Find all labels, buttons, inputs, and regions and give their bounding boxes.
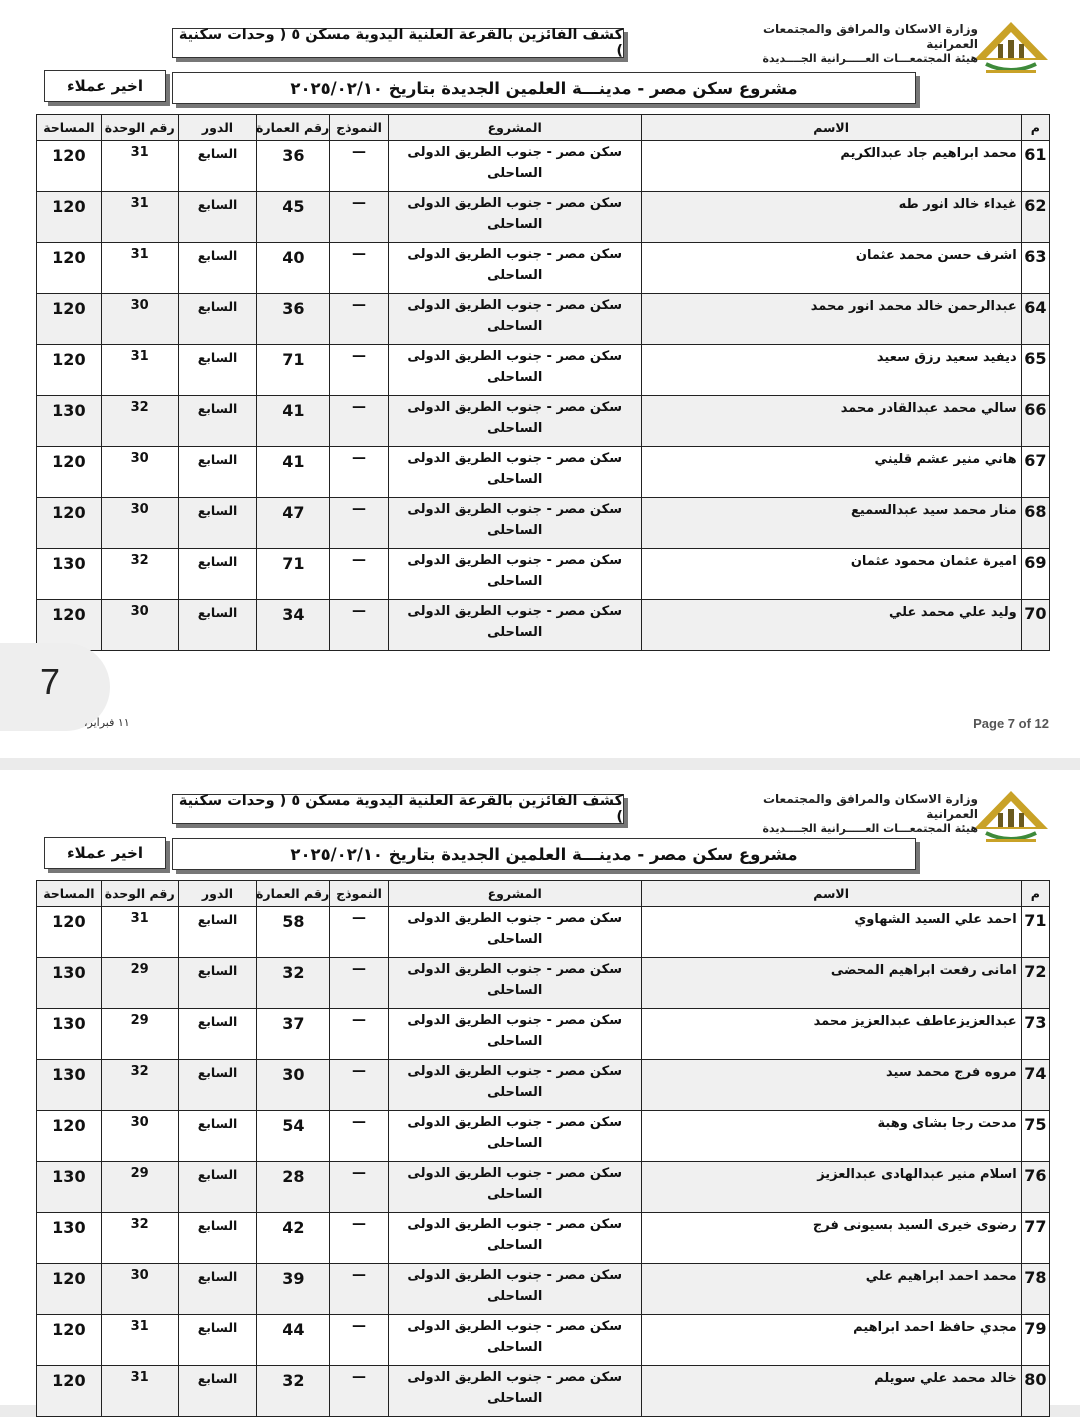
floor-value: السابع bbox=[178, 1162, 257, 1213]
model-value: — bbox=[330, 345, 389, 396]
floor-value: السابع bbox=[178, 1264, 257, 1315]
winner-name: وليد علي محمد علي bbox=[641, 600, 1021, 651]
unit-area: 130 bbox=[37, 549, 102, 600]
unit-area: 120 bbox=[37, 243, 102, 294]
table-row bbox=[37, 1315, 1050, 1366]
winner-name: سالي محمد عبدالقادر محمد bbox=[641, 396, 1021, 447]
winner-name: ديفيد سعيد رزق سعيد bbox=[641, 345, 1021, 396]
floor-value: السابع bbox=[178, 549, 257, 600]
table-row bbox=[37, 1162, 1050, 1213]
winner-name: محمد ابراهيم جاد عبدالكريم bbox=[641, 141, 1021, 192]
model-value: — bbox=[330, 907, 389, 958]
model-value: — bbox=[330, 958, 389, 1009]
table-row bbox=[37, 141, 1050, 192]
row-number: 69 bbox=[1021, 549, 1049, 600]
table-header-row bbox=[37, 881, 1050, 907]
authority-name: هيئة المجتمعـــات العـــــرانية الجــــديدة bbox=[762, 52, 978, 65]
row-number: 65 bbox=[1021, 345, 1049, 396]
unit-number: 31 bbox=[101, 345, 178, 396]
winner-name: رضوى خيرى السيد بسيونى فرج bbox=[641, 1213, 1021, 1264]
building-number: 28 bbox=[257, 1162, 330, 1213]
project-name: سكن مصر - جنوب الطريق الدولى الساحلى bbox=[388, 1264, 641, 1315]
winner-name: اسلام منير عبدالهادى عبدالعزيز bbox=[641, 1162, 1021, 1213]
floor-value: السابع bbox=[178, 1315, 257, 1366]
project-name: سكن مصر - جنوب الطريق الدولى الساحلى bbox=[388, 141, 641, 192]
winner-name: مدحت رجا بشاى وهبة bbox=[641, 1111, 1021, 1162]
building-number: 36 bbox=[257, 141, 330, 192]
model-value: — bbox=[330, 1264, 389, 1315]
unit-number: 31 bbox=[101, 243, 178, 294]
col-header-floor: الدور bbox=[178, 115, 257, 141]
unit-area: 120 bbox=[37, 345, 102, 396]
table-row bbox=[37, 498, 1050, 549]
unit-area: 120 bbox=[37, 1264, 102, 1315]
project-name: سكن مصر - جنوب الطريق الدولى الساحلى bbox=[388, 958, 641, 1009]
project-title: مشروع سكن مصر - مدينـــة العلمين الجديدة بتاريخ ٢٠٢٥/٠٢/١٠ bbox=[172, 838, 916, 870]
model-value: — bbox=[330, 141, 389, 192]
project-name: سكن مصر - جنوب الطريق الدولى الساحلى bbox=[388, 243, 641, 294]
project-name: سكن مصر - جنوب الطريق الدولى الساحلى bbox=[388, 294, 641, 345]
row-number: 63 bbox=[1021, 243, 1049, 294]
model-value: — bbox=[330, 600, 389, 651]
row-number: 76 bbox=[1021, 1162, 1049, 1213]
row-number: 78 bbox=[1021, 1264, 1049, 1315]
building-number: 41 bbox=[257, 447, 330, 498]
project-name: سكن مصر - جنوب الطريق الدولى الساحلى bbox=[388, 1213, 641, 1264]
project-title: مشروع سكن مصر - مدينـــة العلمين الجديدة بتاريخ ٢٠٢٥/٠٢/١٠ bbox=[172, 72, 916, 104]
building-number: 36 bbox=[257, 294, 330, 345]
organization-name bbox=[728, 792, 978, 836]
winner-name: احمد علي السيد الشهاوي bbox=[641, 907, 1021, 958]
model-value: — bbox=[330, 294, 389, 345]
model-value: — bbox=[330, 396, 389, 447]
project-name: سكن مصر - جنوب الطريق الدولى الساحلى bbox=[388, 907, 641, 958]
table-row bbox=[37, 1366, 1050, 1417]
unit-number: 31 bbox=[101, 907, 178, 958]
floor-value: السابع bbox=[178, 907, 257, 958]
unit-number: 29 bbox=[101, 1009, 178, 1060]
table-row bbox=[37, 958, 1050, 1009]
building-number: 40 bbox=[257, 243, 330, 294]
floor-value: السابع bbox=[178, 1366, 257, 1417]
unit-area: 120 bbox=[37, 294, 102, 345]
winner-name: عبدالعزيزعاطف عبدالعزيز محمد bbox=[641, 1009, 1021, 1060]
unit-number: 29 bbox=[101, 958, 178, 1009]
unit-area: 130 bbox=[37, 1213, 102, 1264]
authority-logo-icon bbox=[972, 789, 1050, 847]
model-value: — bbox=[330, 192, 389, 243]
project-name: سكن مصر - جنوب الطريق الدولى الساحلى bbox=[388, 600, 641, 651]
building-number: 32 bbox=[257, 958, 330, 1009]
document-page-2 bbox=[0, 770, 1080, 1405]
floor-value: السابع bbox=[178, 1009, 257, 1060]
col-header-unit: رقم الوحدة bbox=[101, 881, 178, 907]
winner-name: هاني منير عشم قليني bbox=[641, 447, 1021, 498]
building-number: 42 bbox=[257, 1213, 330, 1264]
col-header-model: النموذج bbox=[330, 115, 389, 141]
winner-name: منار محمد سيد عبدالسميع bbox=[641, 498, 1021, 549]
row-number: 64 bbox=[1021, 294, 1049, 345]
authority-name: هيئة المجتمعـــات العـــــرانية الجــــديدة bbox=[762, 822, 978, 835]
project-name: سكن مصر - جنوب الطريق الدولى الساحلى bbox=[388, 1009, 641, 1060]
col-header-project: المشروع bbox=[388, 115, 641, 141]
model-value: — bbox=[330, 1060, 389, 1111]
winners-table bbox=[36, 880, 1050, 1417]
ministry-name: وزارة الاسكان والمرافق والمجتمعات العمرانية bbox=[762, 22, 978, 51]
table-row bbox=[37, 1213, 1050, 1264]
building-number: 71 bbox=[257, 345, 330, 396]
unit-number: 30 bbox=[101, 294, 178, 345]
col-header-building: رقم العمارة bbox=[257, 115, 330, 141]
floor-value: السابع bbox=[178, 294, 257, 345]
model-value: — bbox=[330, 1315, 389, 1366]
model-value: — bbox=[330, 243, 389, 294]
model-value: — bbox=[330, 1366, 389, 1417]
winner-name: اميرة عثمان محمود عثمان bbox=[641, 549, 1021, 600]
unit-number: 30 bbox=[101, 447, 178, 498]
model-value: — bbox=[330, 549, 389, 600]
unit-area: 120 bbox=[37, 447, 102, 498]
unit-number: 32 bbox=[101, 1213, 178, 1264]
winner-name: غيداء خالد انور طه bbox=[641, 192, 1021, 243]
row-number: 79 bbox=[1021, 1315, 1049, 1366]
unit-area: 120 bbox=[37, 1111, 102, 1162]
unit-area: 130 bbox=[37, 396, 102, 447]
project-name: سكن مصر - جنوب الطريق الدولى الساحلى bbox=[388, 1111, 641, 1162]
table-row bbox=[37, 1264, 1050, 1315]
unit-number: 32 bbox=[101, 549, 178, 600]
row-number: 75 bbox=[1021, 1111, 1049, 1162]
document-title: كشف الفائزين بالقرعة العلنية اليدوية مسكن ٥ ( وحدات سكنية ) bbox=[172, 28, 624, 58]
unit-number: 30 bbox=[101, 1264, 178, 1315]
building-number: 37 bbox=[257, 1009, 330, 1060]
organization-name bbox=[728, 22, 978, 66]
unit-area: 120 bbox=[37, 907, 102, 958]
floor-value: السابع bbox=[178, 447, 257, 498]
document-title: كشف الفائزين بالقرعة العلنية اليدوية مسكن ٥ ( وحدات سكنية ) bbox=[172, 794, 624, 824]
project-name: سكن مصر - جنوب الطريق الدولى الساحلى bbox=[388, 192, 641, 243]
floor-value: السابع bbox=[178, 600, 257, 651]
unit-area: 120 bbox=[37, 1366, 102, 1417]
project-name: سكن مصر - جنوب الطريق الدولى الساحلى bbox=[388, 1162, 641, 1213]
row-number: 67 bbox=[1021, 447, 1049, 498]
project-name: سكن مصر - جنوب الطريق الدولى الساحلى bbox=[388, 549, 641, 600]
last-clients-label: اخير عملاء bbox=[44, 70, 166, 102]
floor-value: السابع bbox=[178, 1213, 257, 1264]
table-row bbox=[37, 294, 1050, 345]
floor-value: السابع bbox=[178, 1060, 257, 1111]
unit-number: 32 bbox=[101, 1060, 178, 1111]
winner-name: محمد احمد ابراهيم علي bbox=[641, 1264, 1021, 1315]
model-value: — bbox=[330, 1162, 389, 1213]
unit-area: 130 bbox=[37, 1009, 102, 1060]
table-row bbox=[37, 1009, 1050, 1060]
row-number: 66 bbox=[1021, 396, 1049, 447]
col-header-model: النموذج bbox=[330, 881, 389, 907]
row-number: 77 bbox=[1021, 1213, 1049, 1264]
model-value: — bbox=[330, 1009, 389, 1060]
row-number: 80 bbox=[1021, 1366, 1049, 1417]
row-number: 71 bbox=[1021, 907, 1049, 958]
table-row bbox=[37, 396, 1050, 447]
table-row bbox=[37, 600, 1050, 651]
building-number: 44 bbox=[257, 1315, 330, 1366]
floor-value: السابع bbox=[178, 345, 257, 396]
project-name: سكن مصر - جنوب الطريق الدولى الساحلى bbox=[388, 345, 641, 396]
footer-date: ١١ فبراير، bbox=[84, 716, 130, 729]
page-of-label: Page 7 of 12 bbox=[973, 716, 1049, 731]
row-number: 74 bbox=[1021, 1060, 1049, 1111]
ministry-name: وزارة الاسكان والمرافق والمجتمعات العمرانية bbox=[762, 792, 978, 821]
building-number: 54 bbox=[257, 1111, 330, 1162]
floor-value: السابع bbox=[178, 498, 257, 549]
col-header-m: م bbox=[1021, 881, 1049, 907]
winner-name: امانى رفعت ابراهيم المحضى bbox=[641, 958, 1021, 1009]
building-number: 45 bbox=[257, 192, 330, 243]
last-clients-label: اخير عملاء bbox=[44, 837, 166, 869]
project-name: سكن مصر - جنوب الطريق الدولى الساحلى bbox=[388, 498, 641, 549]
row-number: 61 bbox=[1021, 141, 1049, 192]
building-number: 39 bbox=[257, 1264, 330, 1315]
table-row bbox=[37, 549, 1050, 600]
building-number: 41 bbox=[257, 396, 330, 447]
unit-number: 30 bbox=[101, 600, 178, 651]
col-header-floor: الدور bbox=[178, 881, 257, 907]
floor-value: السابع bbox=[178, 1111, 257, 1162]
winner-name: مجدي حافظ احمد ابراهيم bbox=[641, 1315, 1021, 1366]
row-number: 62 bbox=[1021, 192, 1049, 243]
table-row bbox=[37, 1060, 1050, 1111]
building-number: 47 bbox=[257, 498, 330, 549]
col-header-area: المساحة bbox=[37, 115, 102, 141]
col-header-name: الاسم bbox=[641, 881, 1021, 907]
unit-number: 30 bbox=[101, 1111, 178, 1162]
unit-area: 120 bbox=[37, 141, 102, 192]
col-header-name: الاسم bbox=[641, 115, 1021, 141]
building-number: 30 bbox=[257, 1060, 330, 1111]
building-number: 71 bbox=[257, 549, 330, 600]
project-name: سكن مصر - جنوب الطريق الدولى الساحلى bbox=[388, 1366, 641, 1417]
row-number: 68 bbox=[1021, 498, 1049, 549]
floor-value: السابع bbox=[178, 141, 257, 192]
building-number: 34 bbox=[257, 600, 330, 651]
unit-number: 30 bbox=[101, 498, 178, 549]
table-row bbox=[37, 1111, 1050, 1162]
authority-logo-icon bbox=[972, 20, 1050, 78]
building-number: 32 bbox=[257, 1366, 330, 1417]
table-row bbox=[37, 192, 1050, 243]
winner-name: اشرف حسن محمد عثمان bbox=[641, 243, 1021, 294]
unit-area: 120 bbox=[37, 192, 102, 243]
model-value: — bbox=[330, 498, 389, 549]
unit-area: 120 bbox=[37, 498, 102, 549]
winners-table bbox=[36, 114, 1050, 651]
col-header-unit: رقم الوحدة bbox=[101, 115, 178, 141]
table-row bbox=[37, 907, 1050, 958]
table-row bbox=[37, 447, 1050, 498]
unit-area: 130 bbox=[37, 1060, 102, 1111]
winner-name: خالد محمد علي سويلم bbox=[641, 1366, 1021, 1417]
unit-number: 29 bbox=[101, 1162, 178, 1213]
table-row bbox=[37, 345, 1050, 396]
row-number: 72 bbox=[1021, 958, 1049, 1009]
table-header-row bbox=[37, 115, 1050, 141]
unit-number: 31 bbox=[101, 1315, 178, 1366]
unit-area: 120 bbox=[37, 600, 102, 651]
model-value: — bbox=[330, 447, 389, 498]
unit-number: 32 bbox=[101, 396, 178, 447]
winner-name: عبدالرحمن خالد محمد انور محمد bbox=[641, 294, 1021, 345]
floor-value: السابع bbox=[178, 192, 257, 243]
unit-number: 31 bbox=[101, 192, 178, 243]
page-number: 7 bbox=[40, 661, 61, 702]
project-name: سكن مصر - جنوب الطريق الدولى الساحلى bbox=[388, 1315, 641, 1366]
winner-name: مروه فرج محمد سيد bbox=[641, 1060, 1021, 1111]
col-header-m: م bbox=[1021, 115, 1049, 141]
col-header-area: المساحة bbox=[37, 881, 102, 907]
col-header-building: رقم العمارة bbox=[257, 881, 330, 907]
floor-value: السابع bbox=[178, 958, 257, 1009]
row-number: 70 bbox=[1021, 600, 1049, 651]
unit-area: 130 bbox=[37, 958, 102, 1009]
unit-area: 130 bbox=[37, 1162, 102, 1213]
unit-number: 31 bbox=[101, 1366, 178, 1417]
floor-value: السابع bbox=[178, 396, 257, 447]
building-number: 58 bbox=[257, 907, 330, 958]
row-number: 73 bbox=[1021, 1009, 1049, 1060]
model-value: — bbox=[330, 1111, 389, 1162]
project-name: سكن مصر - جنوب الطريق الدولى الساحلى bbox=[388, 1060, 641, 1111]
col-header-project: المشروع bbox=[388, 881, 641, 907]
project-name: سكن مصر - جنوب الطريق الدولى الساحلى bbox=[388, 447, 641, 498]
unit-area: 120 bbox=[37, 1315, 102, 1366]
table-row bbox=[37, 243, 1050, 294]
project-name: سكن مصر - جنوب الطريق الدولى الساحلى bbox=[388, 396, 641, 447]
model-value: — bbox=[330, 1213, 389, 1264]
floor-value: السابع bbox=[178, 243, 257, 294]
unit-number: 31 bbox=[101, 141, 178, 192]
